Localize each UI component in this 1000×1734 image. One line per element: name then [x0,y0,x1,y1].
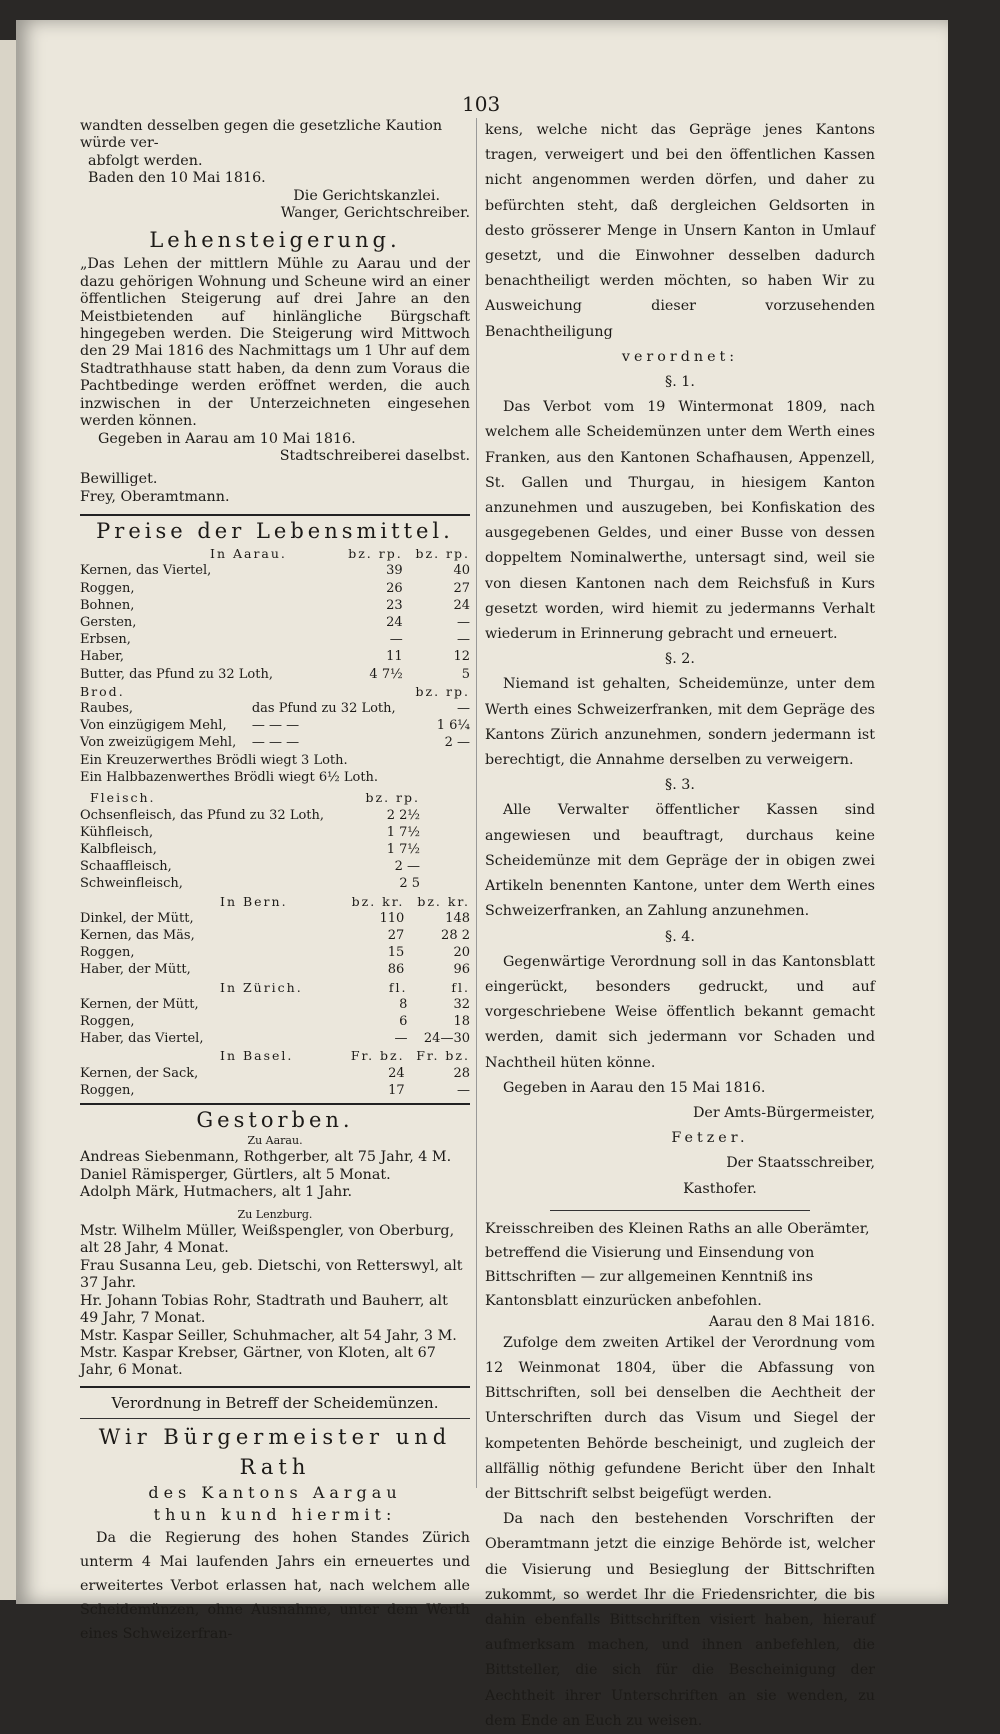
book-gutter [0,40,16,1600]
rule [80,514,470,516]
decree-text: Da die Regierung des hohen Standes Zürich unterm 4 Mai laufenden Jahrs ein erneuertes und erweitertes Verbot erlassen hat, nach welchem alle Scheidemünzen, ohne Ausnahme, unter dem Werth eines Schweizerfran- [80,1529,470,1642]
price-high: — [457,614,470,630]
price: 2 — [444,735,470,751]
item: Roggen, [80,1014,135,1030]
table-row [80,807,470,824]
paragraph-text: Da nach den bestehenden Vorschriften der Oberamtmann jetzt die einzige Behörde ist, welcher die Visierung und Besieglung der Bittschriften zukommt, so werdet Ihr die Friedensrichter, die bis dahin ebenfalls Bittschriften visiert haben, hierauf aufmerksam machen, und ihnen anbefehlen, die Bittsteller, die sich für die Bescheinigung der Aechtheit ihrer Unterschriften an sie wenden, zu dem Ende an Euch zu weisen. [485,1511,875,1729]
death-entry: Andreas Siebenmann, Rothgerber, alt 75 Jahr, 4 M. [80,1149,452,1166]
price-high: 28 [453,1065,470,1081]
price-low: 17 [388,1082,405,1098]
item: Raubes, [80,700,134,716]
item: Kernen, der Sack, [80,1065,199,1081]
region-label: In Basel. [220,1048,294,1064]
price-low: 27 [387,928,405,943]
item: Schaaffleisch, [80,859,172,875]
table-row [80,927,470,944]
section-heading: Preise der Lebensmittel. [96,519,454,544]
item: Kernen, das Viertel, [80,563,212,579]
price-low: 26 [386,580,403,596]
price-high: 40 [453,563,470,579]
price-high: 20 [453,945,470,961]
table-row [80,562,470,579]
price-table-bern [80,893,470,979]
table-row [80,580,470,597]
price-high: 96 [453,962,470,978]
section-heading: Lehensteigerung. [149,228,401,253]
price-low: 86 [387,962,405,978]
death-entry: Daniel Rämisperger, Gürtlers, alt 5 Monat. [80,1166,391,1183]
place-label: Zu Aarau. [247,1134,303,1148]
price-high: 24 [453,597,470,613]
category-label: Fleisch. [90,790,156,806]
price: 1 7½ [386,824,420,840]
rule [80,1418,470,1419]
table-row [80,996,470,1013]
signature: Der Staatsschreiber, [726,1155,875,1172]
item: Kühfleisch, [80,824,154,840]
price-high: 32 [453,996,470,1012]
lehen-date: Gegeben in Aarau am 10 Mai 1816. [98,430,356,447]
unit-label: bz. rp. [415,546,470,562]
death-entry: Adolph Märk, Hutmachers, alt 1 Jahr. [80,1184,353,1201]
verordnet-heading: verordnet: [621,348,739,365]
item: Roggen, [80,580,135,596]
rule [80,1386,470,1388]
table-row [80,614,470,631]
item-detail: — — — [251,718,300,734]
price-high: 24—30 [423,1031,470,1047]
paragraph-text: Zufolge dem zweiten Artikel der Verordnung vom 12 Weinmonat 1804, über die Abfassung von Bittschriften, soll bei denselben die Aechtheit der Unterschriften durch das Visum und Siegel der kompetenten Behörde bescheinigt, und zugleich der allfällig nöthig gefundene Bericht über den Inhalt der Bittschrift selbst beigefügt werden. [485,1334,875,1502]
price-low: 39 [386,563,403,579]
item: Roggen, [80,945,135,961]
table-row [80,824,470,841]
price-low: 24 [386,614,403,630]
unit-label: fl. [451,979,470,995]
unit-label: fl. [388,979,408,995]
price-low: 24 [388,1065,405,1081]
baden-date: Baden den 10 Mai 1816. [88,170,266,187]
intro-line: wandten desselben gegen die gesetzliche Kaution würde ver- [80,118,443,152]
unit-label: bz. rp. [415,683,470,699]
price-low: 8 [399,996,408,1012]
table-row [80,597,470,614]
signature: Stadtschreiberei daselbst. [279,447,470,464]
price-table-aarau [80,545,470,683]
table-row [80,1065,470,1082]
death-entry: Frau Susanna Leu, geb. Dietschi, von Retterswyl, alt 37 Jahr. [80,1257,463,1292]
price-high: 27 [453,580,470,596]
price-high: 28 2 [441,928,470,943]
table-row [80,631,470,648]
item: Kernen, das Mäs, [80,928,195,943]
price-table-basel [80,1047,470,1099]
unit-label: bz. kr. [351,893,405,909]
table-row [80,648,470,665]
decree-heading: Wir Bürgermeister und Rath [98,1424,452,1479]
price-high: 148 [445,910,470,926]
signature: Kasthofer. [683,1180,757,1197]
price-table-brod [80,683,470,752]
item: Erbsen, [80,632,131,648]
table-row [80,700,470,717]
table-row [80,875,470,892]
region-label: In Aarau. [210,546,287,562]
table-row [80,944,470,961]
signature: Die Gerichtskanzlei. [293,187,440,204]
price-high: 18 [453,1014,470,1030]
price-low: 110 [379,910,405,926]
place-label: Zu Lenzburg. [237,1207,313,1221]
column-divider [476,118,477,1488]
item: Dinkel, der Mütt, [80,910,194,926]
table-row [80,666,470,683]
price: 2 — [394,859,420,875]
price-low: 6 [399,1014,408,1030]
paragraph-text: Gegenwärtige Verordnung soll in das Kantonsblatt eingerückt, besonders gedruckt, und auf vorgeschriebene Weise öffentlich bekannt gemacht werden, damit sich jedermann vor Schaden und Nachtheil hüten könne. [485,953,875,1071]
unit-label: Fr. bz. [350,1048,405,1064]
paragraph-number: §. 2. [665,651,695,668]
unit-label: bz. kr. [417,893,470,909]
price: 2 5 [399,876,420,892]
signature: Fetzer. [671,1130,749,1147]
unit-label: Fr. bz. [416,1048,470,1064]
item: Haber, [80,649,125,665]
table-row [80,961,470,978]
section-heading: Gestorben. [196,1108,354,1133]
price-low: 4 7½ [369,666,403,682]
right-column [485,118,875,1734]
item: Ochsenfleisch, das Pfund zu 32 Loth, [80,807,325,823]
death-entry: Mstr. Wilhelm Müller, Weißspengler, von Oberburg, alt 28 Jahr, 4 Monat. [80,1223,455,1257]
item: Bohnen, [80,597,135,613]
table-row [80,717,470,734]
paragraph-number: §. 1. [665,374,695,391]
price-table-fleisch [80,789,470,892]
table-row [80,841,470,858]
price-low: 23 [386,597,403,613]
item: Kernen, der Mütt, [80,996,199,1012]
decree-subheading: thun kund hiermit: [153,1504,397,1524]
price: 1 6¼ [436,718,470,734]
price: 1 7½ [386,841,420,857]
item: Von einzügigem Mehl, [80,718,227,734]
price-table-zurich [80,979,470,1048]
price: — [457,700,470,716]
death-entry: Hr. Johann Tobias Rohr, Stadtrath und Bauherr, alt 49 Jahr, 7 Monat. [80,1292,448,1327]
item-detail: — — — [251,735,300,751]
table-row [80,1030,470,1047]
paragraph-number: §. 3. [665,777,695,794]
price-low: 11 [386,649,403,665]
paragraph-number: §. 4. [665,928,695,945]
table-row [80,1013,470,1030]
price: 2 2½ [386,807,420,823]
item: Gersten, [80,614,137,630]
paragraph-text: Alle Verwalter öffentlicher Kassen sind angewiesen und beauftragt, durchaus keine Scheidemünze mit dem Gepräge der in obigen zwei Artikeln benennten Kantone, unter dem Werth eines Schweizerfranken, an Zahlung anzunehmen. [485,802,875,920]
page-number: 103 [462,92,501,116]
signature: Der Amts-Bürgermeister, [692,1104,875,1121]
item: Haber, der Mütt, [80,962,191,978]
brod-note: Ein Halbbazenwerthes Brödli wiegt 6½ Loth. [80,769,379,785]
item: Von zweizügigem Mehl, [80,735,237,751]
rule [80,1103,470,1105]
item: Haber, das Viertel, [80,1031,204,1047]
unit-label: bz. rp. [365,790,420,806]
item: Roggen, [80,1082,135,1098]
bewilligt: Bewilliget. [80,471,158,488]
price-high: 5 [461,666,470,682]
rule [550,1210,810,1211]
price-high: — [457,632,470,648]
paragraph-text: Das Verbot vom 19 Wintermonat 1809, nach welchem alle Scheidemünzen unter dem Werth eines Franken, aus den Kantonen Schafhausen, Appenzell, St. Gallen und Thurgau, in hiesigem Kanton anzunehmen und auszugeben, bei Konfiskation des ausgegebenen Geldes, und einer Busse von dessen doppeltem Nominalwerthe, untersagt sind, weil sie von diesen Kantonen nach dem Reichsfuß in Kurs gesetzt worden, wird hiemit zu jedermanns Verhalt wiederum in Erinnerung gebracht und erneuert. [485,399,875,643]
price-low: — [394,1031,408,1047]
paragraph-text: Niemand ist gehalten, Scheidemünze, unter dem Werth eines Schweizerfranken, mit dem Gepräge des Kantons Zürich anzunehmen, sondern jedermann ist berechtigt, die Annahme derselben zu verweigern. [485,676,875,769]
lehen-text: „Das Lehen der mittlern Mühle zu Aarau und der dazu gehörigen Wohnung und Scheune wird an einer öffentlichen Steigerung auf drei Jahre an den Meistbietenden auf hinlängliche Bürgschaft hingegeben werden. Die Steigerung wird Mittwoch den 29 Mai 1816 des Nachmittags um 1 Uhr auf dem Stadtrathhause statt haben, da denn zum Voraus die Pachtbedinge werden eröffnet werden, die auch inzwischen in der Unterzeichneten eingesehen werden können. [80,256,470,430]
category-label: Brod. [80,683,125,699]
intro-line: abfolgt werden. [88,152,203,169]
decree-date: Gegeben in Aarau den 15 Mai 1816. [503,1079,766,1096]
death-entry: Mstr. Kaspar Krebser, Gärtner, von Kloten, alt 67 Jahr, 6 Monat. [80,1344,436,1379]
region-label: In Zürich. [220,979,303,995]
price-high: 12 [453,649,470,665]
item-detail: das Pfund zu 32 Loth, [251,700,396,716]
price-low: 15 [387,945,405,961]
table-row [80,1082,470,1099]
unit-label: bz. rp. [348,546,403,562]
signature: Frey, Oberamtmann. [80,488,230,505]
item: Butter, das Pfund zu 32 Loth, [80,666,273,682]
table-row [80,910,470,927]
decree-continued: kens, welche nicht das Gepräge jenes Kantons tragen, verweigert und bei den öffentlichen Kassen nicht angenommen werden dörfen, und daher zu befürchten steht, daß dergleichen Geldsorten in desto grösserer Menge in Unsern Kanton in Umlauf gesetzt, und die Einwohner desselben dadurch benachtheiligt werden möchten, so haben Wir zu Ausweichung dieser vorzusehenden Benachtheiligung [485,122,875,340]
verordnung-title: Verordnung in Betreff der Scheidemünzen. [111,1393,439,1412]
price-low: — [389,632,403,648]
item: Kalbfleisch, [80,841,157,857]
death-entry: Mstr. Kaspar Seiller, Schuhmacher, alt 54 Jahr, 3 M. [80,1327,457,1344]
brod-note: Ein Kreuzerwerthes Brödli wiegt 3 Loth. [80,752,348,768]
kreisschreiben-date: Aarau den 8 Mai 1816. [708,1313,875,1330]
decree-subheading: des Kantons Aargau [148,1482,402,1502]
table-row [80,858,470,875]
price-high: — [457,1082,470,1098]
kreisschreiben-title: Kreisschreiben des Kleinen Raths an alle Oberämter, betreffend die Visierung und Einsendung von Bittschriften — zur allgemeinen Kenntniß ins Kantonsblatt einzurücken anbefohlen. [485,1220,870,1309]
table-row [80,734,470,751]
item: Schweinfleisch, [80,876,183,892]
region-label: In Bern. [220,893,288,909]
signature: Wanger, Gerichtschreiber. [280,205,470,222]
left-column [80,118,470,1646]
